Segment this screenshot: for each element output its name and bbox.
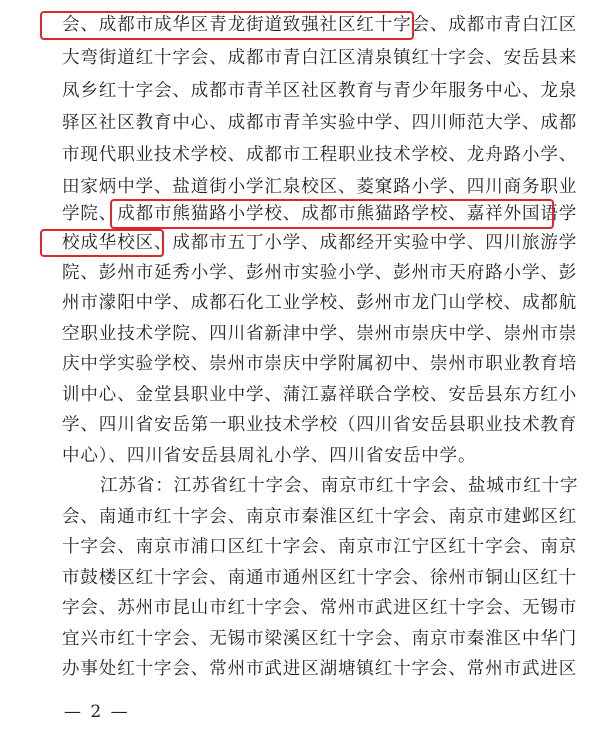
highlight-box-chenghua-campus xyxy=(40,229,164,257)
text-line: 会、南通市红十字会、南京市秦淮区红十字会、南京市建邺区红 xyxy=(62,507,578,527)
text-line: 宜兴市红十字会、无锡市梁溪区红十字会、南京市秦淮区中华门 xyxy=(62,629,578,649)
page-number: — 2 — xyxy=(64,702,130,722)
text-line: 大弯街道红十字会、成都市青白江区清泉镇红十字会、安岳县来 xyxy=(62,48,578,68)
text-line: 江苏省：江苏省红十字会、南京市红十字会、盐城市红十字 xyxy=(100,476,579,496)
text-line: 字会、苏州市昆山市红十字会、常州市武进区红十字会、无锡市 xyxy=(62,598,578,618)
text-line: 学院、成都市熊猫路小学校、成都市熊猫路学校、嘉祥外国语学 xyxy=(62,204,578,224)
text-line: 州市濛阳中学、成都石化工业学校、彭州市龙门山学校、成都航 xyxy=(62,293,578,313)
text-line: 会、成都市成华区青龙街道致强社区红十字会、成都市青白江区 xyxy=(62,15,578,35)
highlight-box-xiongmao-schools xyxy=(110,199,554,229)
text-line: 训中心、金堂县职业中学、蒲江嘉祥联合学校、安岳县东方红小 xyxy=(62,385,578,405)
highlight-box-qinglong-community xyxy=(40,11,414,40)
text-line: 市现代职业技术学校、成都市工程职业技术学校、龙舟路小学、 xyxy=(62,145,578,165)
text-line: 学、四川省安岳第一职业技术学校（四川省安岳县职业技术教育 xyxy=(62,415,578,435)
text-line: 院、彭州市延秀小学、彭州市实验小学、彭州市天府路小学、彭 xyxy=(62,263,578,283)
text-line: 田家炳中学、盐道街小学汇泉校区、菱窠路小学、四川商务职业 xyxy=(62,177,578,197)
text-line: 十字会、南京市浦口区红十字会、南京市江宁区红十字会、南京 xyxy=(62,537,578,557)
text-line: 办事处红十字会、常州市武进区湖塘镇红十字会、常州市武进区 xyxy=(62,659,578,679)
text-line: 凤乡红十字会、成都市青羊区社区教育与青少年服务中心、龙泉 xyxy=(62,81,578,101)
text-line: 驿区社区教育中心、成都市青羊实验中学、四川师范大学、成都 xyxy=(62,113,578,133)
text-line: 中心）、四川省安岳县周礼小学、四川省安岳中学。 xyxy=(62,446,477,466)
text-line: 空职业技术学院、四川省新津中学、崇州市崇庆中学、崇州市崇 xyxy=(62,324,578,344)
text-line: 庆中学实验学校、崇州市崇庆中学附属初中、崇州市职业教育培 xyxy=(62,354,578,374)
text-line: 校成华校区、成都市五丁小学、成都经开实验中学、四川旅游学 xyxy=(62,233,578,253)
text-line: 市鼓楼区红十字会、南通市通州区红十字会、徐州市铜山区红十 xyxy=(62,568,578,588)
